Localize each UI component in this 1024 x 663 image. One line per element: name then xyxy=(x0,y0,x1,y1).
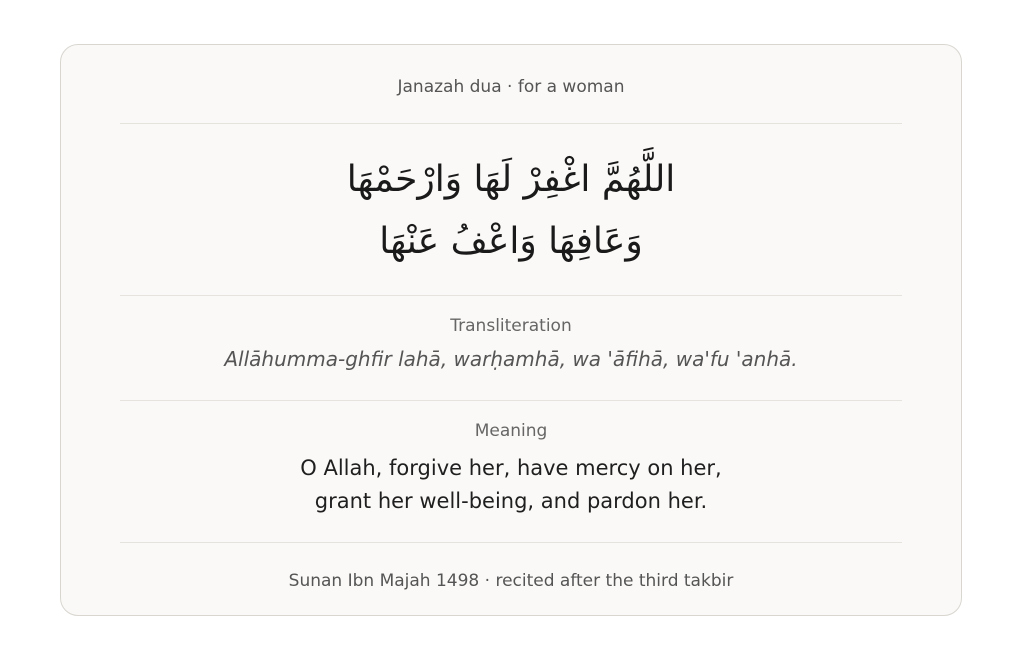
transliteration-text: Allāhumma-ghfir lahā, warḥamhā, wa 'āfihā, wa'fu 'anhā. xyxy=(224,347,798,371)
meaning-line: grant her well-being, and pardon her. xyxy=(314,489,708,513)
meaning-text xyxy=(120,452,902,518)
meaning-line: O Allah, forgive her, have mercy on her, xyxy=(300,456,722,480)
arabic-text xyxy=(120,149,902,273)
card-content xyxy=(120,45,902,615)
divider xyxy=(120,542,902,543)
meaning-label: Meaning xyxy=(474,421,548,441)
arabic-line: وَعَافِهَا وَاعْفُ عَنْهَا xyxy=(379,221,643,262)
transliteration-label: Transliteration xyxy=(450,316,572,336)
divider xyxy=(120,295,902,296)
card-title: Janazah dua · for a woman xyxy=(397,77,625,97)
divider xyxy=(120,400,902,401)
dua-card xyxy=(60,44,962,616)
source-reference: Sunan Ibn Majah 1498 · recited after the third takbir xyxy=(288,571,734,591)
arabic-line: اللَّهُمَّ اغْفِرْ لَهَا وَارْحَمْهَا xyxy=(346,159,676,200)
divider xyxy=(120,123,902,124)
